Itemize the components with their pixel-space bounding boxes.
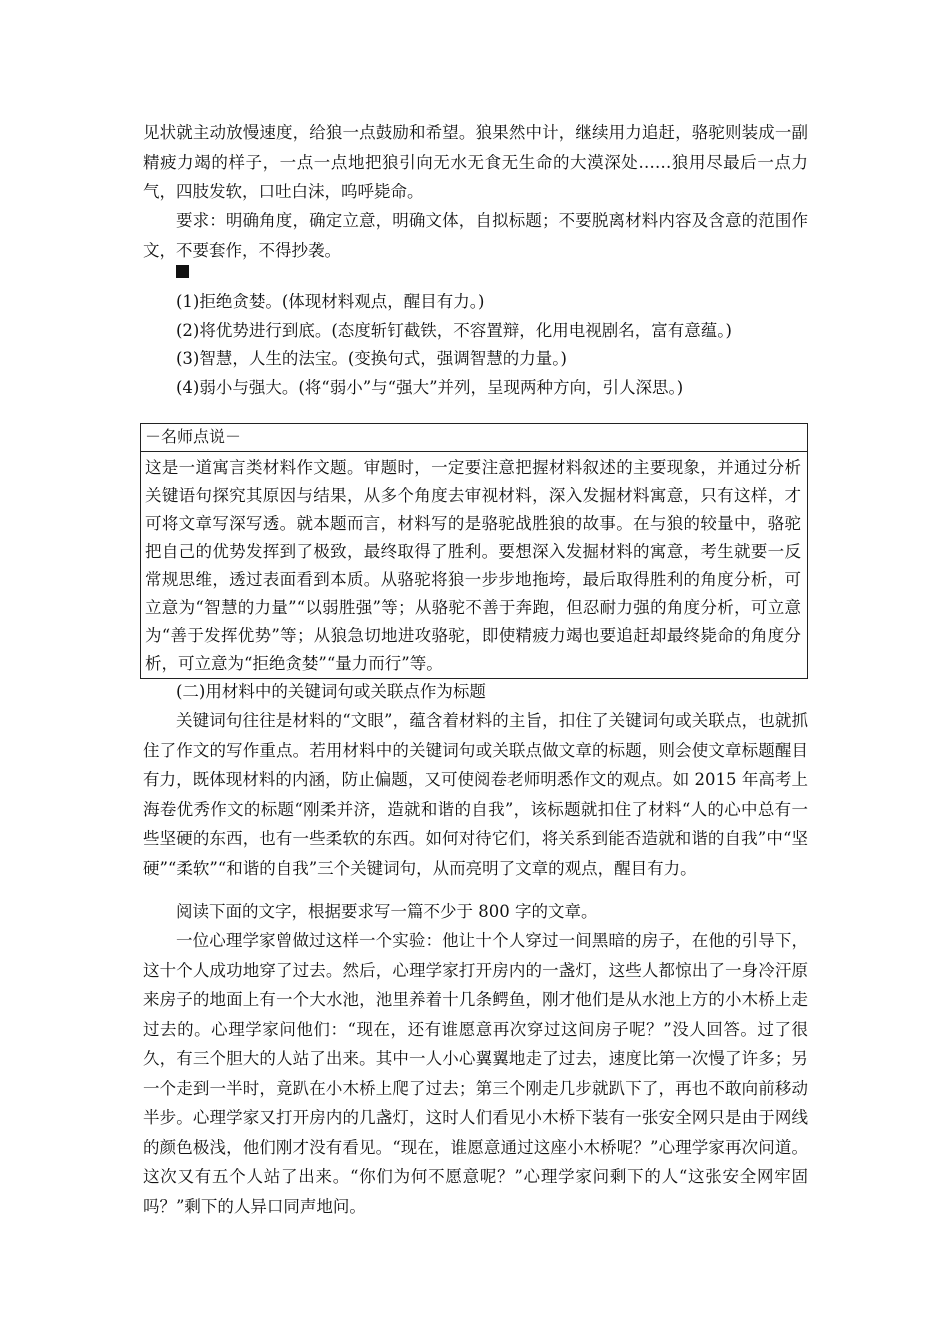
example-item-1: (1)拒绝贪婪。(体现材料观点，醒目有力。) [176, 292, 485, 311]
intro-paragraph: 见状就主动放慢速度，给狼一点鼓励和希望。狼果然中计，继续用力追赶，骆驼则装成一副精疲力竭的样子，一点一点地把狼引向无水无食无生命的大漠深处……狼用尽最后一点力气，四肢发软，口吐白沫，呜呼毙命。 [143, 123, 808, 201]
example-item-3: (3)智慧，人生的法宝。(变换句式，强调智慧的力量。) [176, 349, 567, 368]
requirement-paragraph: 要求：明确角度，确定立意，明确文体，自拟标题；不要脱离材料内容及含意的范围作文，不要套作，不得抄袭。 [143, 211, 808, 260]
teacher-comment-header: －名师点说－ [141, 424, 807, 452]
example-item-2: (2)将优势进行到底。(态度斩钉截铁，不容置辩，化用电视剧名，富有意蕴。) [176, 321, 732, 340]
example-item-4: (4)弱小与强大。(将“弱小”与“强大”并列，呈现两种方向，引人深思。) [176, 378, 684, 397]
section-paragraph: 关键词句往往是材料的“文眼”，蕴含着材料的主旨，扣住了关键词句或关联点，也就抓住了作文的写作重点。若用材料中的关键词句或关联点做文章的标题，则会使文章标题醒目有力，既体现材料的内涵，防止偏题，又可使阅卷老师明悉作文的观点。如 2015 年高考上海卷优秀作文的标题“刚柔并济，造就和谐的自我”，该标题就扣住了材料“人的心中总有一些坚硬的东西，也有一些柔软的东西。如何对待它们，将关系到能否造就和谐的自我”中“坚硬”“柔软”“和谐的自我”三个关键词句，从而亮明了文章的观点，醒目有力。 [143, 711, 808, 878]
story-paragraph: 一位心理学家曾做过这样一个实验：他让十个人穿过一间黑暗的房子，在他的引导下，这十个人成功地穿了过去。然后，心理学家打开房内的一盏灯，这些人都惊出了一身冷汗原来房子的地面上有一个大水池，池里养着十几条鳄鱼，刚才他们是从水池上方的小木桥上走过去的。心理学家问他们：“现在，还有谁愿意再次穿过这间房子呢？”没人回答。过了很久，有三个胆大的人站了出来。其中一人小心翼翼地走了过去，速度比第一次慢了许多；另一个走到一半时，竟趴在小木桥上爬了过去；第三个刚走几步就趴下了，再也不敢向前移动半步。心理学家又打开房内的几盏灯，这时人们看见小木桥下装有一张安全网只是由于网线的颜色极浅，他们刚才没有看见。“现在，谁愿意通过这座小木桥呢？”心理学家再次问道。这次又有五个人站了出来。“你们为何不愿意呢？”心理学家问剩下的人“这张安全网牢固吗？”剩下的人异口同声地问。 [143, 931, 808, 1216]
teacher-comment-body: 这是一道寓言类材料作文题。审题时，一定要注意把握材料叙述的主要现象，并通过分析关键语句探究其原因与结果，从多个角度去审视材料，深入发掘材料寓意，只有这样，才可将文章写深写透。就本题而言，材料写的是骆驼战胜狼的故事。在与狼的较量中，骆驼把自己的优势发挥到了极致，最终取得了胜利。要想深入发掘材料的寓意，考生就要一反常规思维，透过表面看到本质。从骆驼将狼一步步地拖垮，最后取得胜利的角度分析，可立意为“智慧的力量”“以弱胜强”等；从骆驼不善于奔跑，但忍耐力强的角度分析，可立意为“善于发挥优势”等；从狼急切地进攻骆驼，即使精疲力竭也要追赶却最终毙命的角度分析，可立意为“拒绝贪婪”“量力而行”等。 [145, 458, 801, 673]
section-title: (二)用材料中的关键词句或关联点作为标题 [176, 682, 486, 701]
teacher-comment-box [140, 423, 808, 679]
task-line: 阅读下面的文字，根据要求写一篇不少于 800 字的文章。 [176, 902, 598, 921]
black-square-icon [176, 265, 189, 278]
